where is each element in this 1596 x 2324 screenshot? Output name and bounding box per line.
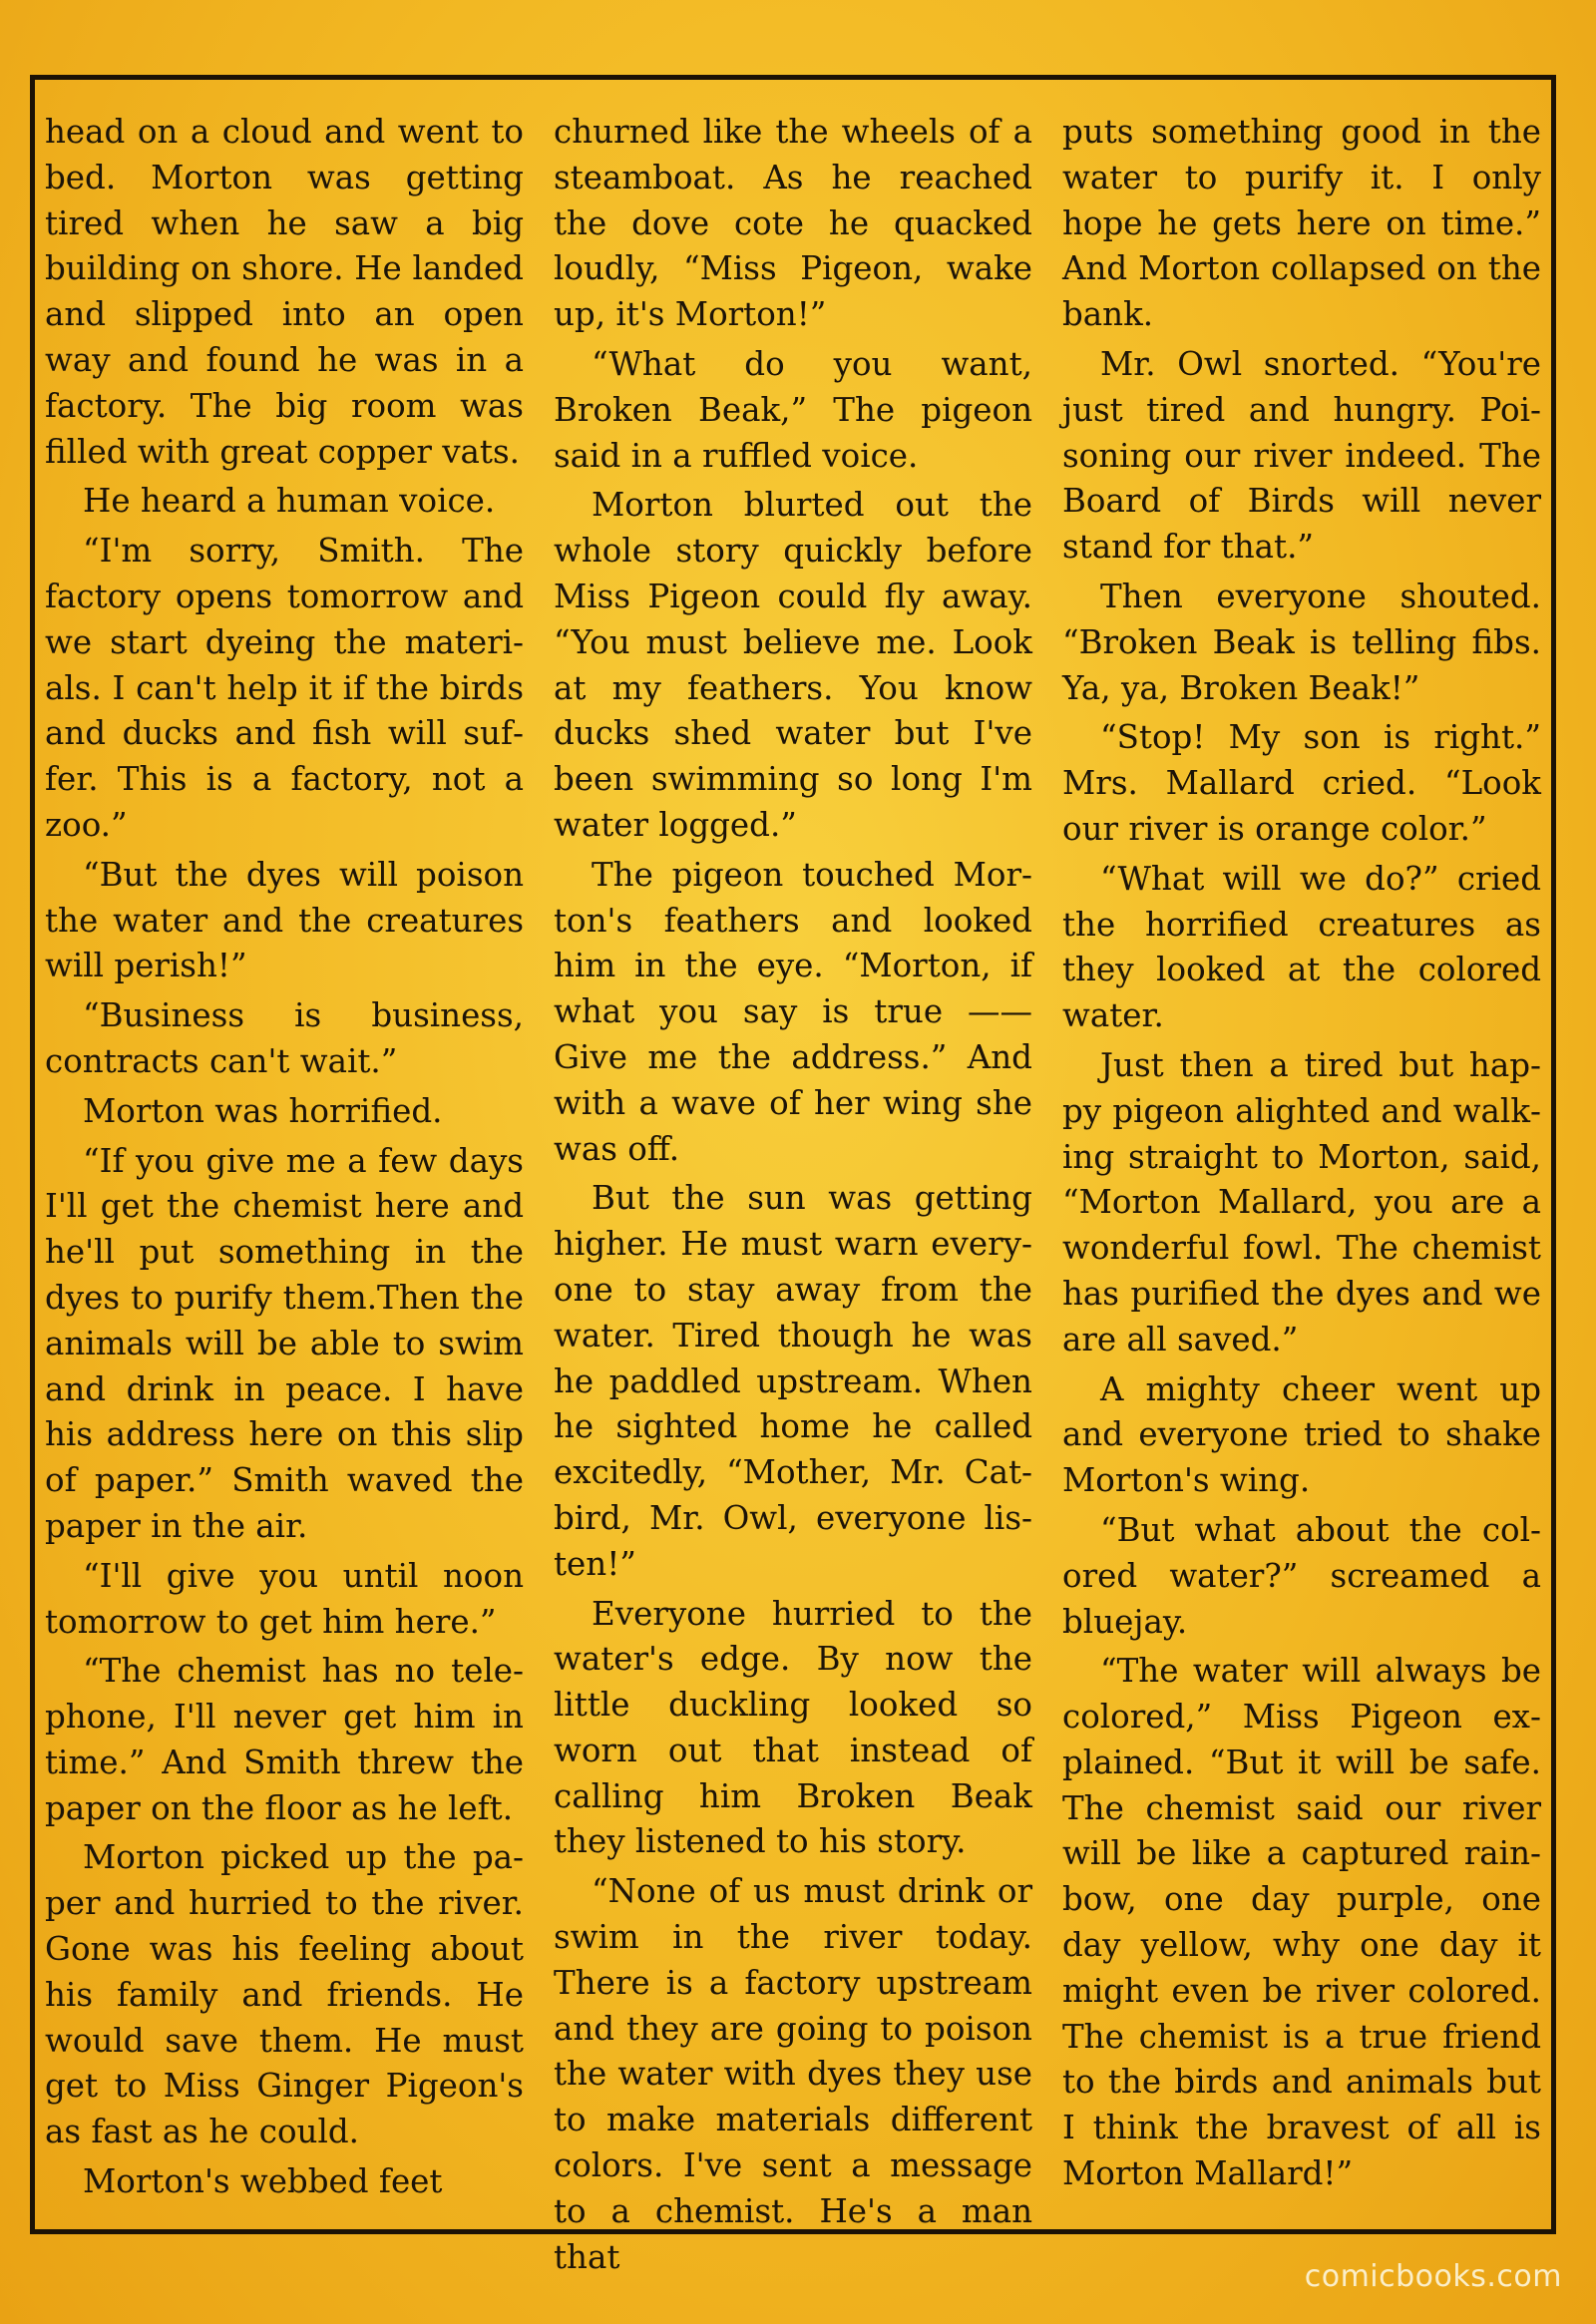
text-column-2: [554, 110, 1032, 2276]
story-paragraph: Morton picked up the paper and hurried to the river. Gone was his feeling about his family and friends. He would save them. He must get to Miss Ginger Pigeon's as fast as he could.: [45, 1838, 524, 2151]
story-paragraph: “I'll give you until noon tomorrow to get him here.”: [45, 1556, 524, 1641]
story-paragraph: “But what about the colored water?” screamed a bluejay.: [1062, 1510, 1541, 1641]
story-paragraph: A mighty cheer went up and everyone tried to shake Morton's wing.: [1062, 1369, 1541, 1500]
story-paragraph: “What will we do?” cried the horrified creatures as they looked at the colored water.: [1062, 859, 1541, 1035]
story-frame: [30, 75, 1556, 2276]
story-paragraph: The pigeon touched Morton's feathers and looked him in the eye. “Morton, if what you say is true —— Give me the address.” And with a wave of her wing she was off.: [554, 855, 1032, 1168]
story-paragraph: “The chemist has no telephone, I'll never get him in time.” And Smith threw the paper on the floor as he left.: [45, 1652, 524, 1827]
story-paragraph: Morton blurted out the whole story quickly before Miss Pigeon could fly away. “You must believe me. Look at my feathers. You know ducks shed water but I've been swimming so long I'm water logged.”: [554, 486, 1032, 844]
story-paragraph: Just then a tired but happy pigeon alighted and walking straight to Morton, said, “Morton Mallard, you are a wonderful fowl. The chemist has purified the dyes and we are all saved.”: [1062, 1045, 1541, 1358]
story-paragraph: “But the dyes will poison the water and the creatures will perish!”: [45, 855, 524, 985]
story-paragraph: “Stop! My son is right.” Mrs. Mallard cried. “Look our river is orange color.”: [1062, 718, 1541, 848]
text-column-1: [45, 110, 524, 2204]
story-paragraph: “I'm sorry, Smith. The factory opens tomorrow and we start dyeing the materials. I can't help it if the birds and ducks and fish will suffer. This is a factory, not a zoo.”: [45, 532, 524, 844]
story-paragraph: puts something good in the water to purify it. I only hope he gets here on time.” And Morton collapsed on the bank.: [1062, 113, 1541, 334]
story-paragraph: “If you give me a few days I'll get the chemist here and he'll put something in the dyes to purify them.Then the animals will be able to swim and drink in peace. I have his address here on this slip of paper.” Smith waved the paper in the air.: [45, 1141, 524, 1545]
story-paragraph: Everyone hurried to the water's edge. By now the little duckling looked so worn out that instead of calling him Broken Beak they listened to his story.: [554, 1594, 1032, 1861]
story-paragraph: Morton was horrified.: [83, 1091, 443, 1130]
story-paragraph: “The water will always be colored,” Miss Pigeon explained. “But it will be safe. The chemist said our river will be like a captured rainbow, one day purple, one day yellow, why one day it might even be river colored. The chemist is a true friend to the birds and animals but I think the bravest of all is Morton Mallard!”: [1062, 1652, 1541, 2193]
story-paragraph: “What do you want, Broken Beak,” The pigeon said in a ruffled voice.: [554, 344, 1032, 475]
text-column-3: [1062, 110, 1541, 2204]
story-paragraph: “Business is business, contracts can't wait.”: [45, 996, 524, 1080]
site-watermark: comicbooks.com: [1304, 2259, 1562, 2294]
story-paragraph: Mr. Owl snorted. “You're just tired and hungry. Poisoning our river indeed. The Board of Birds will never stand for that.”: [1062, 344, 1541, 567]
story-paragraph: churned like the wheels of a steamboat. As he reached the dove cote he quacked loudly, “Miss Pigeon, wake up, it's Morton!”: [554, 113, 1032, 334]
story-paragraph: He heard a human voice.: [83, 482, 496, 521]
story-paragraph: But the sun was getting higher. He must warn everyone to stay away from the water. Tired though he was he paddled upstream. When he sighted home he called excitedly, “Mother, Mr. Catbird, Mr. Owl, everyone listen!”: [554, 1179, 1032, 1583]
story-paragraph: head on a cloud and went to bed. Morton was getting tired when he saw a big building on shore. He landed and slipped into an open way and found he was in a factory. The big room was filled with great copper vats.: [45, 113, 524, 471]
story-paragraph: Morton's webbed feet: [83, 2162, 443, 2201]
story-paragraph: “None of us must drink or swim in the river today. There is a factory upstream and they are going to poison the water with dyes they use to make materials different colors. I've sent a message to a chemist. He's a man that: [554, 1872, 1032, 2276]
story-paragraph: Then everyone shouted. “Broken Beak is telling fibs. Ya, ya, Broken Beak!”: [1062, 577, 1541, 707]
